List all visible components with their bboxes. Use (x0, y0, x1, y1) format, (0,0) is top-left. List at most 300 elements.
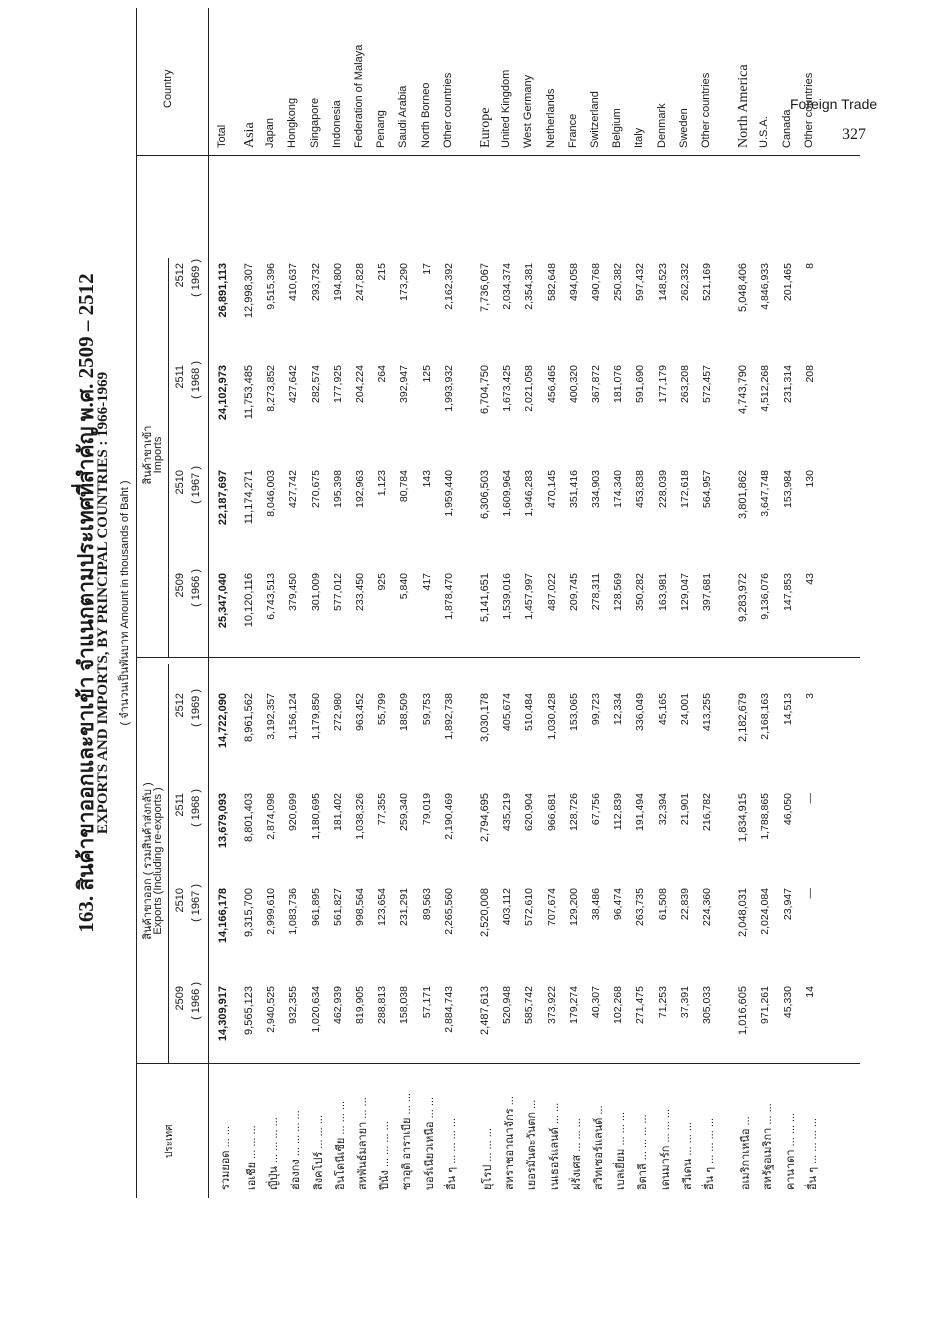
row-value: 112,839 (612, 793, 625, 831)
row-country-english: Indonesia (330, 100, 343, 148)
row-value: 224,360 (701, 888, 713, 926)
row-value: 963,452 (354, 693, 366, 731)
row-value: 46,050 (781, 793, 794, 826)
row-value: 1,609,964 (501, 470, 514, 517)
row-value: 305,033 (701, 986, 713, 1024)
row-value: 521,169 (701, 263, 713, 301)
row-country-thai: สหพันธ์มลายา ... ... (357, 1097, 369, 1190)
table-unit-note: ( จำนวนเป็นพันบาท Amount in thousands of Baht ) (119, 480, 131, 726)
row-value: 99,723 (590, 693, 602, 726)
row-value: 301,009 (309, 573, 322, 611)
row-country-english: North America (736, 64, 752, 148)
table-row (779, 8, 799, 1198)
row-value: 8,961,562 (243, 693, 255, 742)
table-row (284, 8, 304, 1198)
row-value: 2,884,743 (442, 986, 455, 1033)
row-value: 177,179 (656, 365, 669, 403)
row-value: 417 (420, 573, 433, 591)
row-value: 11,174,271 (243, 470, 255, 525)
row-value: 153,984 (781, 470, 794, 508)
row-value: 966,681 (545, 793, 558, 831)
row-value: 1,457,997 (523, 573, 536, 620)
row-country-thai: ญี่ปุ่น ... ... ... ... (268, 1117, 281, 1190)
row-value: 288,813 (376, 986, 389, 1024)
row-value: — (803, 888, 816, 899)
row-value: 11,753,485 (243, 365, 255, 420)
table-row (756, 8, 776, 1198)
table-row (351, 8, 371, 1198)
row-country-english: Japan (264, 118, 277, 148)
row-value: 572,610 (523, 888, 536, 926)
row-country-thai: เอเชีย ... ... ... (246, 1125, 258, 1190)
row-country-english: Asia (242, 122, 257, 148)
row-value: 45,330 (781, 986, 794, 1019)
row-value: 1,083,736 (287, 888, 300, 935)
row-value: 3 (803, 693, 816, 699)
row-country-english: Federation of Malaya (353, 44, 365, 148)
row-country-english: Sweden (677, 108, 690, 148)
row-country-thai: อื่น ๆ ... ... ... ... (704, 1118, 716, 1190)
row-value: 153,065 (567, 693, 580, 731)
row-country-thai: สิงคโปร์ ... ... ... (312, 1115, 325, 1190)
row-value: 271,475 (634, 986, 647, 1024)
table-row (520, 8, 540, 1198)
row-value: 282,574 (309, 365, 322, 403)
row-value: 392,947 (398, 365, 411, 403)
row-value: 17 (420, 263, 433, 275)
row-value: 435,219 (501, 793, 514, 831)
year-header-ce: ( 1969 ) (190, 689, 202, 727)
year-header-be: 2512 (174, 263, 186, 288)
row-value: 181,402 (331, 793, 344, 831)
row-country-thai: รวมยอด ... ... (220, 1126, 232, 1190)
row-value: 172,618 (678, 470, 691, 508)
row-country-thai: อเมริกาเหนือ ... (740, 1116, 753, 1190)
row-value: 2,999,610 (265, 888, 278, 935)
row-value: 181,076 (612, 365, 625, 403)
row-value: 194,800 (331, 263, 344, 301)
row-value: 2,940,525 (265, 986, 278, 1033)
row-value: 263,208 (678, 365, 691, 403)
row-value: 427,642 (287, 365, 300, 403)
row-value: 510,484 (523, 693, 536, 731)
row-value: 102,268 (612, 986, 625, 1024)
row-value: 89,563 (420, 888, 433, 921)
row-value: 400,320 (567, 365, 580, 403)
row-value: 2,182,679 (737, 693, 750, 742)
row-value: 247,828 (354, 263, 366, 301)
row-value: 1,038,326 (354, 793, 366, 840)
row-value: 427,742 (287, 470, 300, 508)
year-header-ce: ( 1967 ) (190, 884, 202, 922)
row-country-english: Canada (780, 109, 793, 148)
row-value: 1,016,605 (737, 986, 750, 1035)
row-value: 130 (803, 470, 816, 488)
table-row (565, 8, 585, 1198)
row-value: 13,679,093 (217, 793, 229, 849)
table-row (262, 8, 282, 1198)
row-value: 413,255 (701, 693, 713, 731)
row-value: 293,732 (309, 263, 322, 301)
row-value: 250,382 (612, 263, 625, 301)
row-value: 1,539,016 (501, 573, 514, 620)
row-value: — (803, 793, 816, 804)
row-value: 1,993,932 (442, 365, 455, 412)
table-row (214, 8, 234, 1198)
row-country-thai: สวีเดน ... ... ... (681, 1122, 694, 1190)
row-country-thai: สหราชอาณาจักร ... (504, 1096, 517, 1190)
row-value: 920,699 (287, 793, 300, 831)
row-value: 128,726 (567, 793, 580, 831)
row-value: 259,340 (398, 793, 411, 831)
row-value: 177,925 (331, 365, 344, 403)
row-value: 9,283,972 (737, 573, 750, 622)
row-value: 405,674 (501, 693, 514, 731)
row-value: 3,801,862 (737, 470, 750, 519)
year-header-be: 2511 (174, 365, 186, 389)
row-value: 3,030,178 (479, 693, 491, 742)
row-value: 278,311 (590, 573, 602, 611)
row-country-thai: ฝรั่งเศส ... ... ... (570, 1118, 583, 1190)
row-value: 971,261 (759, 986, 772, 1024)
row-value: 8,801,403 (243, 793, 255, 842)
table-row (440, 8, 460, 1198)
row-value: 5,840 (398, 573, 411, 600)
row-value: 5,141,651 (479, 573, 491, 622)
row-value: 2,874,098 (265, 793, 278, 840)
row-value: 204,224 (354, 365, 366, 403)
row-country-thai: คานาดา ... ... ... (784, 1112, 797, 1190)
year-header-ce: ( 1966 ) (190, 569, 202, 607)
row-value: 4,846,933 (759, 263, 772, 310)
row-value: 620,904 (523, 793, 536, 831)
row-value: 577,012 (331, 573, 344, 611)
row-value: 8,273,852 (265, 365, 278, 412)
row-value: 2,794,695 (479, 793, 491, 842)
row-value: 43 (803, 573, 816, 585)
row-value: 572,457 (701, 365, 713, 403)
row-value: 819,905 (354, 986, 366, 1024)
row-value: 143 (420, 470, 433, 488)
country-header-english: Country (162, 69, 174, 108)
row-value: 201,465 (781, 263, 794, 301)
row-value: 2,034,374 (501, 263, 514, 310)
row-country-english: Other countries (802, 72, 815, 148)
row-value: 1,788,865 (759, 793, 772, 840)
year-header-ce: ( 1966 ) (190, 982, 202, 1020)
row-value: 520,948 (501, 986, 514, 1024)
row-country-english: Saudi Arabia (397, 85, 410, 148)
row-value: 208 (803, 365, 816, 383)
row-value: 3,192,357 (265, 693, 278, 740)
row-value: 2,024,084 (759, 888, 772, 935)
year-header-be: 2509 (174, 986, 186, 1011)
table-row (698, 8, 718, 1198)
row-value: 263,735 (634, 888, 647, 926)
row-country-english: Other countries (700, 72, 712, 148)
row-value: 61,508 (656, 888, 669, 921)
row-value: 961,895 (309, 888, 322, 926)
row-country-thai: เดนมาร์ก ... ... ... (659, 1108, 672, 1190)
row-value: 12,998,307 (243, 263, 255, 319)
table-row (676, 8, 696, 1198)
year-header-be: 2510 (174, 470, 186, 495)
imports-group-rule (168, 258, 169, 658)
row-value: 216,782 (701, 793, 713, 831)
row-country-english: Hongkong (286, 97, 299, 148)
row-value: 9,565,123 (243, 986, 255, 1035)
year-header-ce: ( 1969 ) (190, 259, 202, 297)
year-header-ce: ( 1968 ) (190, 789, 202, 827)
row-value: 367,872 (590, 365, 602, 403)
row-value: 8,046,003 (265, 470, 278, 517)
table-row (654, 8, 674, 1198)
row-country-thai: อื่น ๆ ... ... ... ... (445, 1118, 458, 1190)
row-value: 8 (803, 263, 816, 269)
row-value: 2,162,392 (442, 263, 455, 310)
row-value: 209,745 (567, 573, 580, 611)
table-title-thai: 163. สินค้าขาออกและขาเข้า จำแนกตามประเทศที่สำคัญ พ.ศ. 2509 – 2512 (74, 273, 98, 933)
row-value: 597,432 (634, 263, 647, 301)
row-value: 5,048,406 (737, 263, 750, 312)
row-value: 40,307 (590, 986, 602, 1019)
table-row (418, 8, 438, 1198)
row-value: 9,515,396 (265, 263, 278, 310)
row-value: 4,512,268 (759, 365, 772, 412)
row-value: 23,947 (781, 888, 794, 921)
row-value: 231,314 (781, 365, 794, 403)
row-value: 215 (376, 263, 389, 281)
row-value: 9,315,700 (243, 888, 255, 937)
row-value: 7,736,067 (479, 263, 491, 312)
row-value: 32,394 (656, 793, 669, 826)
row-value: 1,156,124 (287, 693, 300, 740)
row-value: 470,145 (545, 470, 558, 508)
row-country-thai: สหรัฐอเมริกา ... ... (762, 1103, 775, 1190)
table-row (609, 8, 629, 1198)
table-row (373, 8, 393, 1198)
row-value: 453,838 (634, 470, 647, 508)
row-value: 59,753 (420, 693, 433, 726)
row-value: 231,291 (398, 888, 411, 926)
row-value: 24,102,973 (217, 365, 229, 421)
row-value: 79,019 (420, 793, 433, 826)
row-value: 14,166,178 (217, 888, 229, 944)
row-country-english: West Germany (522, 74, 535, 148)
country-header-thai: ประเทศ (164, 1124, 175, 1158)
row-value: 21,901 (678, 793, 691, 826)
row-value: 45,165 (656, 693, 669, 726)
row-value: 2,520,008 (479, 888, 491, 937)
row-value: 192,963 (354, 470, 366, 508)
row-value: 80,784 (398, 470, 411, 503)
row-value: 456,465 (545, 365, 558, 403)
row-country-thai: สวิทเซอร์แลนด์ ... (593, 1105, 605, 1190)
row-country-english: Switzerland (589, 91, 601, 148)
header-bottom-rule (208, 8, 209, 1198)
row-value: 173,290 (398, 263, 411, 301)
table-row (240, 8, 260, 1198)
row-value: 77,355 (376, 793, 389, 826)
row-value: 1,673,425 (501, 365, 514, 412)
row-value: 462,939 (331, 986, 344, 1024)
exports-header-thai: สินค้าขาออก ( รวมสินค้าส่งกลับ ) (142, 782, 154, 940)
row-country-english: Netherlands (544, 88, 557, 148)
row-value: 233,450 (354, 573, 366, 611)
row-value: 379,450 (287, 573, 300, 611)
row-value: 22,839 (678, 888, 691, 921)
row-value: 494,058 (567, 263, 580, 301)
row-value: 487,022 (545, 573, 558, 611)
row-value: 351,416 (567, 470, 580, 508)
table-row (587, 8, 607, 1198)
row-value: 1,020,634 (309, 986, 322, 1033)
row-value: 2,487,613 (479, 986, 491, 1035)
row-value: 350,282 (634, 573, 647, 611)
row-country-english: Italy (633, 127, 646, 148)
row-value: 1,892,738 (442, 693, 455, 740)
page-number: 327 (842, 126, 866, 143)
row-value: 582,648 (545, 263, 558, 301)
year-header-be: 2509 (174, 573, 186, 598)
row-value: 1,834,915 (737, 793, 750, 842)
row-value: 12,334 (612, 693, 625, 726)
row-country-english: Other countries (441, 72, 454, 148)
row-value: 262,332 (678, 263, 691, 301)
table-row (631, 8, 651, 1198)
row-value: 26,891,113 (217, 263, 229, 318)
row-country-english: Total (216, 124, 228, 148)
row-country-thai: ฮ่องกง ... ... ... ... (290, 1110, 303, 1190)
row-value: 334,903 (590, 470, 602, 508)
table-row (329, 8, 349, 1198)
row-value: 707,674 (545, 888, 558, 926)
row-value: 163,981 (656, 573, 669, 611)
row-value: 6,743,513 (265, 573, 278, 620)
row-value: 6,704,750 (479, 365, 491, 414)
row-country-english: Europe (478, 107, 493, 148)
row-value: 1,179,850 (309, 693, 322, 740)
row-value: 191,494 (634, 793, 647, 831)
row-value: 336,049 (634, 693, 647, 731)
table-row (543, 8, 563, 1198)
row-country-thai: ปีนัง ... ... ... ... (379, 1121, 392, 1190)
row-country-english: France (566, 113, 579, 148)
row-value: 4,743,790 (737, 365, 750, 414)
row-country-english: Belgium (611, 108, 624, 148)
row-value: 228,039 (656, 470, 669, 508)
row-value: 264 (376, 365, 389, 383)
row-value: 158,038 (398, 986, 411, 1024)
row-value: 14,722,090 (217, 693, 229, 749)
row-value: 1,946,283 (523, 470, 536, 517)
row-value: 1,123 (376, 470, 389, 497)
row-country-english: United Kingdom (500, 69, 513, 148)
exports-group-rule (168, 664, 169, 1064)
row-country-english: Singapore (308, 97, 321, 148)
row-country-thai: อื่น ๆ ... ... ... ... (806, 1118, 819, 1190)
row-value: 591,690 (634, 365, 647, 403)
table-row (476, 8, 496, 1198)
imports-header-english: Imports (152, 436, 164, 474)
year-header-ce: ( 1967 ) (190, 466, 202, 504)
row-value: 38,486 (590, 888, 602, 921)
row-value: 1,030,428 (545, 693, 558, 740)
row-value: 2,168,163 (759, 693, 772, 740)
row-value: 14,513 (781, 693, 794, 726)
table-row (395, 8, 415, 1198)
row-value: 585,742 (523, 986, 536, 1024)
row-value: 270,675 (309, 470, 322, 508)
exports-header-english: Exports (Including re-exports ) (152, 787, 164, 935)
row-value: 123,654 (376, 888, 389, 926)
row-value: 2,021,058 (523, 365, 536, 412)
row-value: 128,569 (612, 573, 625, 611)
row-value: 272,980 (331, 693, 344, 731)
row-value: 6,306,503 (479, 470, 491, 519)
row-value: 490,768 (590, 263, 602, 301)
row-value: 125 (420, 365, 433, 383)
table-row (307, 8, 327, 1198)
row-value: 129,200 (567, 888, 580, 926)
row-value: 561,827 (331, 888, 344, 926)
row-value: 148,523 (656, 263, 669, 301)
row-country-english: Penang (375, 110, 388, 148)
row-country-thai: ซาอุดิ อาราเบีย ... ... (401, 1093, 414, 1190)
row-value: 1,180,695 (309, 793, 322, 840)
row-country-thai: เนเธอร์แลนด์ ... ... (548, 1102, 561, 1190)
table-row (801, 8, 821, 1198)
row-value: 1,878,470 (442, 573, 455, 620)
row-value: 998,564 (354, 888, 366, 926)
row-value: 96,474 (612, 888, 625, 921)
row-country-thai: อิตาลี ... ... ... ... (637, 1114, 650, 1190)
page-section-label: Foreign Trade (790, 96, 878, 112)
table-title-english: EXPORTS AND IMPORTS, BY PRINCIPAL COUNTRIES : 1966-1969 (95, 371, 111, 835)
row-value: 37,391 (678, 986, 691, 1019)
row-value: 71,253 (656, 986, 669, 1019)
row-country-thai: เบลเยี่ยม ... ... ... (615, 1111, 628, 1190)
row-value: 14 (803, 986, 816, 998)
row-value: 2,190,469 (442, 793, 455, 840)
year-header-be: 2510 (174, 888, 186, 913)
row-value: 195,398 (331, 470, 344, 508)
table-row (498, 8, 518, 1198)
table-top-rule (136, 8, 137, 1198)
row-value: 25,347,040 (217, 573, 229, 629)
year-header-be: 2512 (174, 693, 186, 718)
row-country-thai: เยอรมันตะวันตก ... (526, 1099, 539, 1190)
year-header-be: 2511 (174, 793, 186, 817)
row-country-english: U.S.A. (758, 116, 771, 148)
row-value: 22,187,697 (217, 470, 229, 526)
row-value: 14,309,917 (217, 986, 229, 1042)
rotated-table-page (70, 8, 860, 1198)
row-value: 2,265,560 (442, 888, 455, 935)
row-value: 403,112 (501, 888, 514, 926)
row-value: 147,853 (781, 573, 794, 611)
imports-header-thai: สินค้าขาเข้า (142, 425, 154, 485)
row-country-english: North Borneo (419, 82, 432, 148)
table-row (734, 8, 754, 1198)
year-header-ce: ( 1968 ) (190, 361, 202, 399)
row-value: 2,354,381 (523, 263, 536, 310)
row-value: 9,136,076 (759, 573, 772, 620)
row-value: 57,171 (420, 986, 433, 1019)
row-value: 55,799 (376, 693, 389, 726)
row-value: 2,048,031 (737, 888, 750, 937)
row-value: 24,001 (678, 693, 691, 726)
